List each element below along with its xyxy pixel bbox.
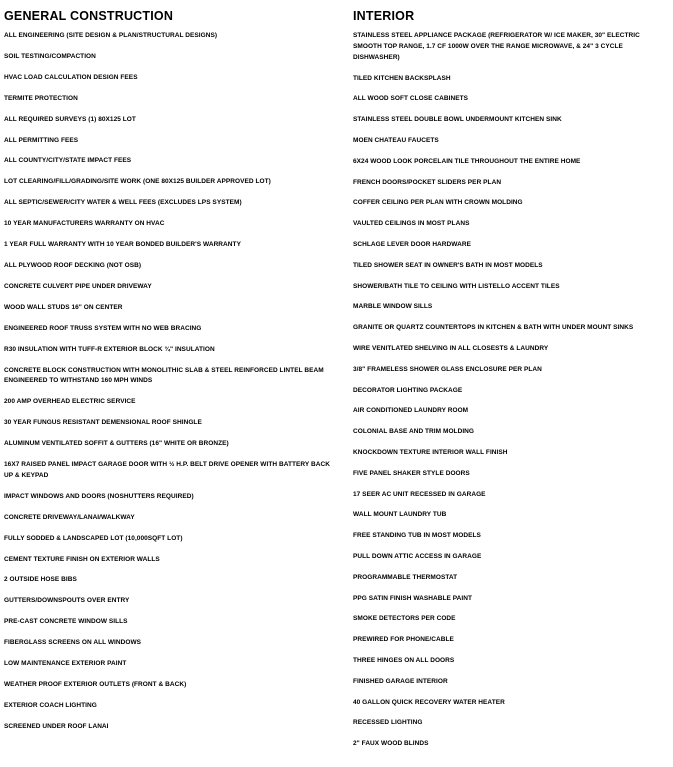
list-item: WEATHER PROOF EXTERIOR OUTLETS (FRONT & BACK): [4, 681, 187, 688]
list-item: LOW MAINTENANCE EXTERIOR PAINT: [4, 660, 127, 668]
list-item: COFFER CEILING PER PLAN WITH CROWN MOLDING: [353, 199, 523, 207]
list-item: SMOKE DETECTORS PER CODE: [353, 615, 456, 623]
list-item: SOIL TESTING/COMPACTION: [4, 52, 96, 60]
list-item: 1 YEAR FULL WARRANTY WITH 10 YEAR BONDED BUILDER'S WARRANTY: [4, 241, 241, 249]
list-item: 30 YEAR FUNGUS RESISTANT DEMENSIONAL ROOF SHINGLE: [4, 419, 202, 427]
list-item: VAULTED CEILINGS IN MOST PLANS: [353, 220, 470, 228]
list-item: ALUMINUM VENTILATED SOFFIT & GUTTERS (16" WHITE OR BRONZE): [4, 440, 229, 448]
list-item: FRENCH DOORS/POCKET SLIDERS PER PLAN: [353, 178, 502, 186]
list-item: SCREENED UNDER ROOF LANAI: [4, 722, 109, 730]
list-item: CONCRETE DRIVEWAY/LANAI/WALKWAY: [4, 513, 135, 521]
list-item: MOEN CHATEAU FAUCETS: [353, 137, 439, 144]
list-item: STAINLESS STEEL DOUBLE BOWL UNDERMOUNT KITCHEN SINK: [353, 116, 562, 124]
interior-list: [353, 31, 669, 750]
list-item: GUTTERS/DOWNSPOUTS OVER ENTRY: [4, 597, 130, 605]
list-item: IMPACT WINDOWS AND DOORS (NOSHUTTERS REQUIRED): [4, 492, 194, 500]
list-item: 10 YEAR MANUFACTURERS WARRANTY ON HVAC: [4, 220, 165, 228]
list-item: R30 INSULATION WITH TUFF-R EXTERIOR BLOCK ¾" INSULATION: [4, 345, 215, 353]
list-item: PREWIRED FOR PHONE/CABLE: [353, 636, 454, 644]
list-item: COLONIAL BASE AND TRIM MOLDING: [353, 428, 475, 436]
list-item: WIRE VENITLATED SHELVING IN ALL CLOSESTS & LAUNDRY: [353, 344, 549, 352]
general-construction-column: [4, 8, 334, 743]
list-item: WOOD WALL STUDS 16" ON CENTER: [4, 303, 123, 311]
list-item: ALL SEPTIC/SEWER/CITY WATER & WELL FEES (EXCLUDES LPS SYSTEM): [4, 199, 242, 207]
list-item: 40 GALLON QUICK RECOVERY WATER HEATER: [353, 698, 505, 706]
list-item: LOT CLEARING/FILL/GRADING/SITE WORK (ONE 80X125 BUILDER APPROVED LOT): [4, 178, 271, 186]
list-item: PULL DOWN ATTIC ACCESS IN GARAGE: [353, 552, 482, 560]
list-item: AIR CONDITIONED LAUNDRY ROOM: [353, 407, 469, 415]
list-item: CEMENT TEXTURE FINISH ON EXTERIOR WALLS: [4, 555, 160, 563]
list-item: SCHLAGE LEVER DOOR HARDWARE: [353, 240, 471, 248]
list-item: KNOCKDOWN TEXTURE INTERIOR WALL FINISH: [353, 448, 508, 456]
list-item: HVAC LOAD CALCULATION DESIGN FEES: [4, 73, 138, 81]
list-item: WALL MOUNT LAUNDRY TUB: [353, 511, 447, 519]
list-item: TILED SHOWER SEAT IN OWNER'S BATH IN MOST MODELS: [353, 261, 543, 269]
general-construction-list: [4, 31, 334, 733]
interior-heading: INTERIOR: [353, 9, 415, 23]
list-item: ENGINEERED ROOF TRUSS SYSTEM WITH NO WEB BRACING: [4, 324, 202, 332]
general-construction-heading: GENERAL CONSTRUCTION: [4, 9, 174, 23]
list-item: ALL PERMITTING FEES: [4, 136, 79, 144]
list-item: DECORATOR LIGHTING PACKAGE: [353, 386, 463, 394]
list-item: TERMITE PROTECTION: [4, 94, 78, 102]
list-item: GRANITE OR QUARTZ COUNTERTOPS IN KITCHEN & BATH WITH UNDER MOUNT SINKS: [353, 324, 634, 332]
list-item: 6X24 WOOD LOOK PORCELAIN TILE THROUGHOUT THE ENTIRE HOME: [353, 157, 581, 165]
list-item: ALL REQUIRED SURVEYS (1) 80X125 LOT: [4, 115, 136, 123]
list-item: SHOWER/BATH TILE TO CEILING WITH LISTELLO ACCENT TILES: [353, 282, 560, 290]
list-item: TILED KITCHEN BACKSPLASH: [353, 74, 451, 82]
list-item: CONCRETE CULVERT PIPE UNDER DRIVEWAY: [4, 282, 152, 290]
list-item: THREE HINGES ON ALL DOORS: [353, 656, 455, 664]
list-item: FULLY SODDED & LANDSCAPED LOT (10,000SQFT LOT): [4, 534, 183, 542]
list-item: 3/8" FRAMELESS SHOWER GLASS ENCLOSURE PER PLAN: [353, 365, 542, 373]
list-item: FINISHED GARAGE INTERIOR: [353, 677, 448, 685]
list-item: FIBERGLASS SCREENS ON ALL WINDOWS: [4, 639, 142, 647]
list-item: FREE STANDING TUB IN MOST MODELS: [353, 532, 481, 540]
list-item: FIVE PANEL SHAKER STYLE DOORS: [353, 469, 470, 477]
list-item: 200 AMP OVERHEAD ELECTRIC SERVICE: [4, 398, 136, 406]
list-item: 16X7 RAISED PANEL IMPACT GARAGE DOOR WITH ½ H.P. BELT DRIVE OPENER WITH BATTERY BACK UP & KEYPAD: [4, 461, 330, 479]
list-item: ALL COUNTY/CITY/STATE IMPACT FEES: [4, 157, 132, 165]
list-item: 2 OUTSIDE HOSE BIBS: [4, 576, 77, 584]
list-item: CONCRETE BLOCK CONSTRUCTION WITH MONOLITHIC SLAB & STEEL REINFORCED LINTEL BEAM ENGINEERED TO WITHSTAND 160 MPH WINDS: [4, 366, 324, 385]
list-item: PPG SATIN FINISH WASHABLE PAINT: [353, 594, 473, 602]
list-item: STAINLESS STEEL APPLIANCE PACKAGE (REFRIGERATOR W/ ICE MAKER, 30" ELECTRIC SMOOTH TOP RANGE, 1.7 CF 1000W OVER THE RANGE MICROWAVE, & 24" 3 CYCLE DISHWASHER): [353, 32, 640, 61]
list-item: EXTERIOR COACH LIGHTING: [4, 701, 97, 709]
list-item: MARBLE WINDOW SILLS: [353, 303, 433, 311]
list-item: PROGRAMMABLE THERMOSTAT: [353, 573, 458, 581]
list-item: PRE-CAST CONCRETE WINDOW SILLS: [4, 618, 128, 626]
list-item: ALL WOOD SOFT CLOSE CABINETS: [353, 95, 469, 103]
list-item: ALL PLYWOOD ROOF DECKING (NOT OSB): [4, 261, 142, 269]
list-item: 2" FAUX WOOD BLINDS: [353, 740, 429, 748]
interior-column: [353, 8, 669, 760]
list-item: RECESSED LIGHTING: [353, 719, 423, 727]
list-item: 17 SEER AC UNIT RECESSED IN GARAGE: [353, 490, 486, 498]
list-item: ALL ENGINEERING (SITE DESIGN & PLAN/STRUCTURAL DESIGNS): [4, 32, 218, 39]
